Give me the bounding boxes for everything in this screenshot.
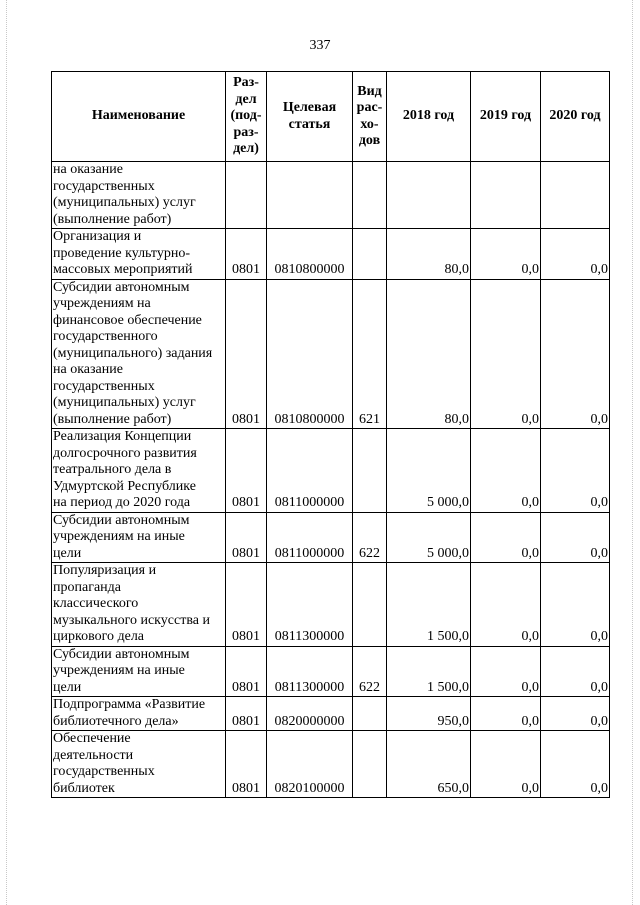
cell-2020: 0,0 <box>541 697 610 731</box>
header-target: Целевая статья <box>267 72 353 162</box>
cell-expense <box>353 429 387 513</box>
cell-2020 <box>541 162 610 229</box>
cell-expense: 622 <box>353 646 387 697</box>
cell-2020: 0,0 <box>541 512 610 563</box>
page-number: 337 <box>309 38 331 53</box>
cell-2019: 0,0 <box>471 429 541 513</box>
cell-name: Организация и проведение культурно- массовых мероприятий <box>52 229 226 280</box>
cell-section <box>226 162 267 229</box>
table-row <box>52 279 610 429</box>
header-2020: 2020 год <box>541 72 610 162</box>
budget-table <box>51 71 610 798</box>
table-row <box>52 229 610 280</box>
cell-expense <box>353 731 387 798</box>
scan-margin-left <box>6 0 8 905</box>
table-row <box>52 731 610 798</box>
cell-2020: 0,0 <box>541 731 610 798</box>
cell-2020: 0,0 <box>541 279 610 429</box>
header-expense: Вид рас- хо- дов <box>353 72 387 162</box>
cell-2020: 0,0 <box>541 429 610 513</box>
cell-target: 0811300000 <box>267 646 353 697</box>
cell-2019: 0,0 <box>471 731 541 798</box>
cell-name: Реализация Концепции долгосрочного развития театрального дела в Удмуртской Республике на период до 2020 года <box>52 429 226 513</box>
cell-2019: 0,0 <box>471 697 541 731</box>
cell-name: Субсидии автономным учреждениям на иные цели <box>52 646 226 697</box>
cell-expense: 621 <box>353 279 387 429</box>
cell-target: 0811300000 <box>267 563 353 647</box>
cell-2018: 80,0 <box>387 279 471 429</box>
cell-expense <box>353 697 387 731</box>
table-row <box>52 162 610 229</box>
cell-section: 0801 <box>226 563 267 647</box>
cell-section: 0801 <box>226 229 267 280</box>
scan-margin-right <box>632 0 634 905</box>
cell-target: 0810800000 <box>267 279 353 429</box>
cell-2019: 0,0 <box>471 229 541 280</box>
cell-2020: 0,0 <box>541 229 610 280</box>
table-row <box>52 563 610 647</box>
header-2019: 2019 год <box>471 72 541 162</box>
cell-target: 0820000000 <box>267 697 353 731</box>
table-row <box>52 697 610 731</box>
cell-section: 0801 <box>226 429 267 513</box>
cell-name: на оказание государственных (муниципальных) услуг (выполнение работ) <box>52 162 226 229</box>
cell-section: 0801 <box>226 731 267 798</box>
table-row <box>52 512 610 563</box>
cell-2018: 5 000,0 <box>387 512 471 563</box>
cell-target <box>267 162 353 229</box>
table-row <box>52 646 610 697</box>
cell-target: 0811000000 <box>267 429 353 513</box>
cell-2018: 1 500,0 <box>387 646 471 697</box>
table-row <box>52 429 610 513</box>
cell-section: 0801 <box>226 512 267 563</box>
cell-2020: 0,0 <box>541 563 610 647</box>
cell-2019: 0,0 <box>471 512 541 563</box>
cell-2019 <box>471 162 541 229</box>
header-name: Наименование <box>52 72 226 162</box>
header-row <box>52 72 610 162</box>
cell-2019: 0,0 <box>471 563 541 647</box>
cell-2019: 0,0 <box>471 279 541 429</box>
cell-name: Субсидии автономным учреждениям на иные цели <box>52 512 226 563</box>
header-section: Раз- дел (под- раз- дел) <box>226 72 267 162</box>
cell-2018: 950,0 <box>387 697 471 731</box>
cell-name: Субсидии автономным учреждениям на финансовое обеспечение государственного (муниципального) задания на оказание государственных (муниципальных) услуг (выполнение работ) <box>52 279 226 429</box>
cell-name: Подпрограмма «Развитие библиотечного дела» <box>52 697 226 731</box>
cell-target: 0810800000 <box>267 229 353 280</box>
header-2018: 2018 год <box>387 72 471 162</box>
cell-section: 0801 <box>226 646 267 697</box>
cell-section: 0801 <box>226 697 267 731</box>
cell-2018 <box>387 162 471 229</box>
cell-expense <box>353 162 387 229</box>
cell-section: 0801 <box>226 279 267 429</box>
cell-expense <box>353 229 387 280</box>
table-body <box>52 162 610 798</box>
cell-2019: 0,0 <box>471 646 541 697</box>
cell-target: 0811000000 <box>267 512 353 563</box>
cell-2018: 80,0 <box>387 229 471 280</box>
cell-target: 0820100000 <box>267 731 353 798</box>
cell-2018: 650,0 <box>387 731 471 798</box>
cell-name: Популяризация и пропаганда классического музыкального искусства и циркового дела <box>52 563 226 647</box>
cell-2018: 5 000,0 <box>387 429 471 513</box>
cell-expense: 622 <box>353 512 387 563</box>
cell-2018: 1 500,0 <box>387 563 471 647</box>
cell-expense <box>353 563 387 647</box>
cell-name: Обеспечение деятельности государственных библиотек <box>52 731 226 798</box>
cell-2020: 0,0 <box>541 646 610 697</box>
